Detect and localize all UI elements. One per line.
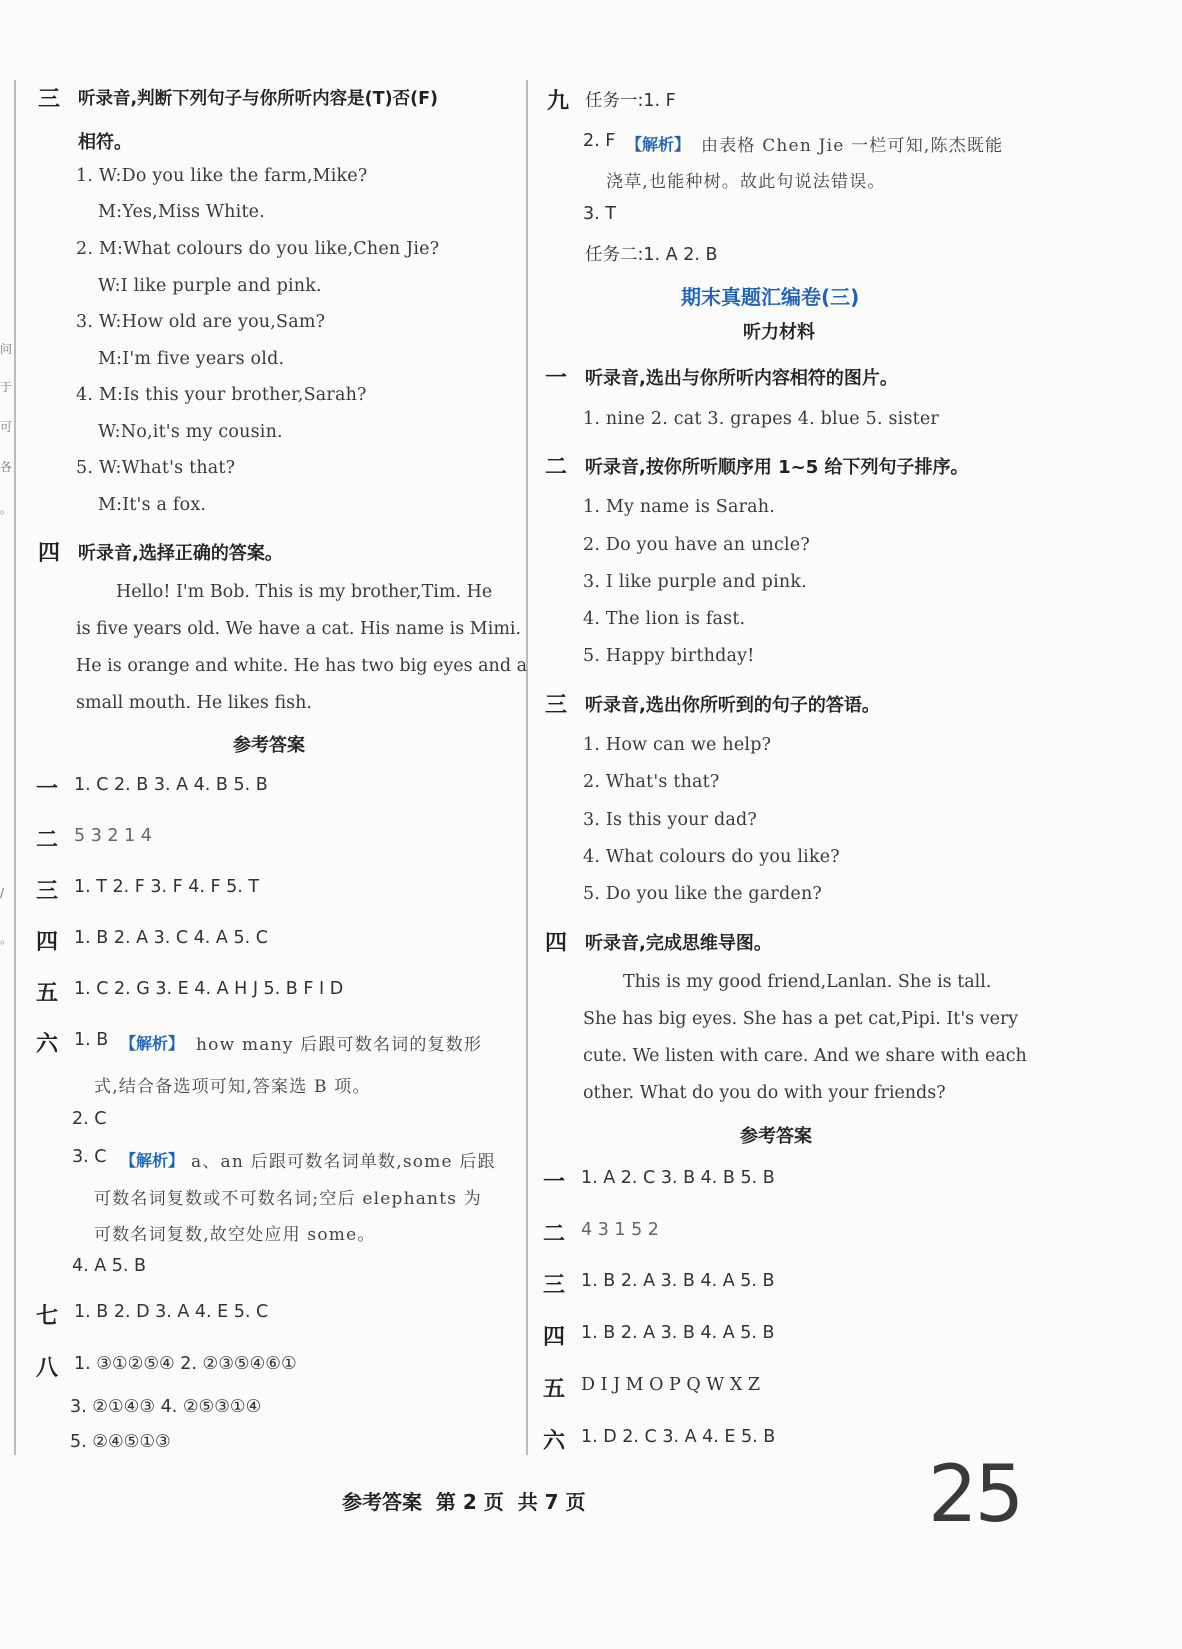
analysis-tag: 【解析】 [626, 135, 691, 154]
item-line: 1. How can we help? [583, 735, 772, 755]
passage-line: Hello! I'm Bob. This is my brother,Tim. He [116, 582, 493, 602]
answer-line: 1. ③①②⑤④ 2. ②③⑤④⑥① [74, 1354, 297, 1374]
answer-line: 3. ②①④③ 4. ②⑤③①④ [70, 1397, 262, 1417]
answer-number: 一 [543, 1170, 566, 1195]
section-number: 三 [545, 693, 568, 718]
answer-number: 三 [543, 1273, 566, 1298]
dialogue-line: W:I like purple and pink. [98, 276, 322, 296]
dialogue-line: 2. M:What colours do you like,Chen Jie? [76, 239, 440, 259]
passage-line: He is orange and white. He has two big eyes and a [76, 656, 528, 676]
task-line: 2. F [583, 131, 616, 151]
analysis-tag: 【解析】 [120, 1151, 185, 1170]
item-line: 1. nine 2. cat 3. grapes 4. blue 5. sister [583, 409, 939, 429]
answer-line: 1. B 2. A 3. B 4. A 5. B [581, 1323, 775, 1343]
passage-line: small mouth. He likes fish. [76, 693, 312, 713]
section-title: 听录音,按你所听顺序用 1~5 给下列句子排序。 [585, 457, 969, 478]
answer-number: 二 [36, 828, 59, 853]
answer-number: 一 [36, 777, 59, 802]
passage-line: This is my good friend,Lanlan. She is tall. [623, 972, 992, 992]
answer-number: 三 [36, 879, 59, 904]
edge-mark: / [0, 886, 5, 900]
analysis-text: 由表格 Chen Jie 一栏可知,陈杰既能 [701, 136, 1004, 156]
section-number: 三 [38, 87, 61, 112]
reference-answer-title: 参考答案 [233, 735, 305, 756]
answer-number: 六 [543, 1429, 566, 1454]
dialogue-line: 1. W:Do you like the farm,Mike? [76, 166, 368, 186]
reference-answer-title: 参考答案 [740, 1126, 812, 1147]
passage-line: other. What do you do with your friends? [583, 1083, 946, 1103]
section-title: 听录音,选择正确的答案。 [78, 543, 283, 564]
passage-line: She has big eyes. She has a pet cat,Pipi. It's very [583, 1009, 1019, 1029]
dialogue-line: M:I'm five years old. [98, 349, 285, 369]
answer-number: 七 [36, 1304, 59, 1329]
section-number: 四 [38, 541, 61, 566]
item-line: 3. Is this your dad? [583, 810, 758, 830]
answer-number: 六 [36, 1032, 59, 1057]
section-number: 九 [547, 89, 570, 114]
section-number: 四 [545, 931, 568, 956]
answer-line: D I J M O P Q W X Z [581, 1375, 761, 1395]
dialogue-line: W:No,it's my cousin. [98, 422, 283, 442]
answer-line: 4 3 1 5 2 [581, 1220, 659, 1240]
left-margin-line [14, 80, 16, 1455]
answer-number: 四 [543, 1325, 566, 1350]
section-title: 听录音,判断下列句子与你所听内容是(T)否(F) [78, 89, 439, 109]
answer-number: 二 [543, 1222, 566, 1247]
section-title-cont: 相符。 [78, 132, 132, 153]
footer-page-info: 参考答案 第 2 页 共 7 页 [342, 1490, 586, 1514]
answer-number: 八 [36, 1356, 59, 1381]
answer-line: 5 3 2 1 4 [74, 826, 152, 846]
edge-mark: 可 [0, 420, 13, 434]
answer-item: 1. B [74, 1030, 109, 1050]
section-title: 听录音,选出与你所听内容相符的图片。 [585, 368, 898, 389]
answer-line: 1. C 2. G 3. E 4. A H J 5. B F I D [74, 979, 344, 999]
edge-mark: 。 [0, 502, 13, 516]
passage-line: cute. We listen with care. And we share with each [583, 1046, 1027, 1066]
task-line: 任务一:1. F [585, 91, 676, 111]
analysis-text: 可数名词复数,故空处应用 some。 [94, 1225, 376, 1245]
answer-item: 3. C [72, 1147, 107, 1167]
dialogue-line: M:Yes,Miss White. [98, 202, 265, 222]
dialogue-line: 3. W:How old are you,Sam? [76, 312, 326, 332]
item-line: 5. Happy birthday! [583, 646, 755, 666]
item-line: 1. My name is Sarah. [583, 497, 776, 517]
answer-line: 1. B 2. A 3. B 4. A 5. B [581, 1271, 775, 1291]
item-line: 4. The lion is fast. [583, 609, 746, 629]
column-divider [526, 80, 528, 1455]
passage-line: is five years old. We have a cat. His name is Mimi. [76, 619, 522, 639]
answer-item: 2. C [72, 1109, 107, 1129]
edge-mark: 问 [0, 342, 13, 356]
task-line: 3. T [583, 204, 616, 224]
answer-number: 五 [36, 981, 59, 1006]
item-line: 2. What's that? [583, 772, 720, 792]
item-line: 4. What colours do you like? [583, 847, 840, 867]
dialogue-line: 4. M:Is this your brother,Sarah? [76, 385, 367, 405]
answer-line: 1. T 2. F 3. F 4. F 5. T [74, 877, 260, 897]
item-line: 5. Do you like the garden? [583, 884, 822, 904]
exam-title: 期末真题汇编卷(三) [681, 285, 860, 309]
section-title: 听录音,选出你所听到的句子的答语。 [585, 695, 880, 716]
answer-line: 1. B 2. A 3. C 4. A 5. C [74, 928, 268, 948]
answer-line: 5. ②④⑤①③ [70, 1432, 171, 1452]
analysis-text: how many 后跟可数名词的复数形 [196, 1035, 483, 1055]
answer-line: 1. B 2. D 3. A 4. E 5. C [74, 1302, 269, 1322]
section-title: 听录音,完成思维导图。 [585, 933, 772, 954]
answer-number: 四 [36, 930, 59, 955]
answer-line: 1. A 2. C 3. B 4. B 5. B [581, 1168, 775, 1188]
analysis-text: 浇草,也能种树。故此句说法错误。 [606, 172, 886, 192]
analysis-tag: 【解析】 [120, 1034, 185, 1053]
page-number: 25 [928, 1450, 1022, 1540]
section-number: 一 [545, 366, 568, 391]
analysis-text: 式,结合备选项可知,答案选 B 项。 [94, 1077, 371, 1097]
dialogue-line: M:It's a fox. [98, 495, 207, 515]
answer-item: 4. A 5. B [72, 1256, 147, 1276]
analysis-text: 可数名词复数或不可数名词;空后 elephants 为 [94, 1189, 482, 1209]
task-line: 任务二:1. A 2. B [585, 245, 718, 265]
edge-mark: 各 [0, 460, 13, 474]
edge-mark: 于 [0, 380, 13, 394]
answer-line: 1. C 2. B 3. A 4. B 5. B [74, 775, 268, 795]
exam-subtitle: 听力材料 [743, 322, 815, 343]
item-line: 3. I like purple and pink. [583, 572, 807, 592]
answer-number: 五 [543, 1377, 566, 1402]
section-number: 二 [545, 455, 568, 480]
item-line: 2. Do you have an uncle? [583, 535, 810, 555]
analysis-text: a、an 后跟可数名词单数,some 后跟 [191, 1152, 496, 1172]
answer-line: 1. D 2. C 3. A 4. E 5. B [581, 1427, 776, 1447]
dialogue-line: 5. W:What's that? [76, 458, 236, 478]
edge-mark: 。 [0, 932, 13, 946]
